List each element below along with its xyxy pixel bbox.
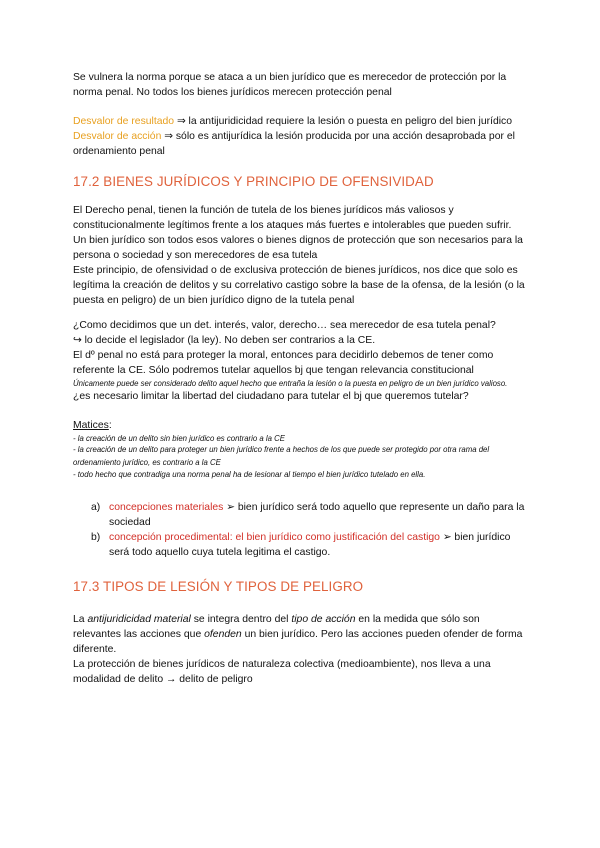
list-marker: b) (91, 531, 101, 543)
desvalor-accion-line (73, 129, 525, 159)
paragraph-principio-ofensividad: Este principio, de ofensividad o de exclusiva protección de bienes jurídicos, nos dice que solo es legítima la creación de delitos y su correlativo castigo sobre la base de la ofensa, de la lesión (o la puesta en peligro) de un bien jurídico digno de la tutela penal (73, 265, 525, 306)
matices-title: Matices (73, 420, 109, 431)
matices-heading (73, 418, 525, 433)
question-libertad: ¿es necesario limitar la libertad del ciudadano para tutelar el bj que queremos tutelar? (73, 391, 469, 402)
list-item-text: ➢ bien jurídico será todo aquello que represente un daño para la sociedad (109, 501, 525, 528)
document-page (73, 70, 525, 687)
desvalor-resultado-label: Desvalor de resultado (73, 116, 175, 127)
answer-legislador: ↪ lo decide el legislador (la ley). No deben ser contrarios a la CE. (73, 335, 376, 346)
section-heading-17-3: 17.3 TIPOS DE LESIÓN Y TIPOS DE PELIGRO (73, 578, 364, 594)
list-item-text: ➢ bien jurídico será todo aquello cuya tutela legitima el castigo. (109, 531, 511, 558)
note-delito: Únicamente puede ser considerado delito aquel hecho que entraña la lesión o la puesta en peligro de un bien jurídico valioso. (73, 379, 508, 388)
term-antijuridicidad-material: antijuridicidad material (87, 613, 191, 625)
paragraph-bienes-colectivos: La protección de bienes jurídicos de naturaleza colectiva (medioambiente), nos lleva a una modalidad de delito → delito de peligro (73, 658, 491, 685)
desvalor-accion-label: Desvalor de acción (73, 131, 162, 142)
desvalor-accion-text: ⇒ sólo es antijurídica la lesión producida por una acción desaprobada por el ordenamiento penal (73, 131, 515, 157)
matiz-item: - la creación de un delito para proteger un bien jurídico frente a hechos de los que puede ser protegido por otra rama del ordenamiento jurídico, es contrario a la CE (73, 445, 490, 467)
paragraph-funcion-tutela: El Derecho penal, tienen la función de tutela de los bienes jurídicos más valiosos y constitucionalmente legítimos frente a los ataques más fuertes e intolerables que pueden sufrir. (73, 205, 512, 231)
term-ofenden: ofenden (204, 628, 242, 640)
desvalor-resultado-line (73, 114, 525, 129)
term-tipo-de-accion: tipo de acción (291, 613, 356, 625)
matiz-item: - todo hecho que contradiga una norma penal ha de lesionar al tiempo el bien jurídico tutelado en ella. (73, 470, 426, 479)
paragraph-moral: El dº penal no está para proteger la moral, entonces para decidirlo debemos de tener como referente la CE. Sólo podremos tutelar aquellos bj que tengan relevancia constitucional (73, 350, 494, 376)
list-item-label: concepciones materiales (109, 501, 224, 513)
paragraph-bien-juridico-def: Un bien jurídico son todos esos valores o bienes dignos de protección que son necesarios para la persona o sociedad y son merecedores de esa tutela (73, 235, 523, 261)
list-marker: a) (91, 501, 101, 513)
intro-paragraph: Se vulnera la norma porque se ataca a un bien jurídico que es merecedor de protección por la norma penal. No todos los bienes jurídicos merecen protección penal (73, 72, 507, 98)
section-heading-17-2: 17.2 BIENES JURÍDICOS Y PRINCIPIO DE OFENSIVIDAD (73, 174, 434, 189)
matices-colon: : (108, 420, 112, 431)
concepciones-list (91, 500, 525, 560)
list-item-label: concepción procedimental: el bien jurídico como justificación del castigo (109, 531, 440, 543)
list-item (91, 500, 525, 530)
desvalor-resultado-text: ⇒ la antijuridicidad requiere la lesión o puesta en peligro del bien jurídico (174, 116, 513, 127)
question-merecedor: ¿Como decidimos que un det. interés, valor, derecho… sea merecedor de esa tutela penal? (73, 320, 496, 331)
list-item (91, 530, 525, 560)
matiz-item: - la creación de un delito sin bien jurídico es contrario a la CE (73, 434, 285, 443)
paragraph-antijuridicidad: La antijuridicidad material se integra dentro del tipo de acción en la medida que sólo son relevantes las acciones que ofenden un bien jurídico. Pero las acciones pueden ofender de forma diferente. (73, 613, 523, 655)
